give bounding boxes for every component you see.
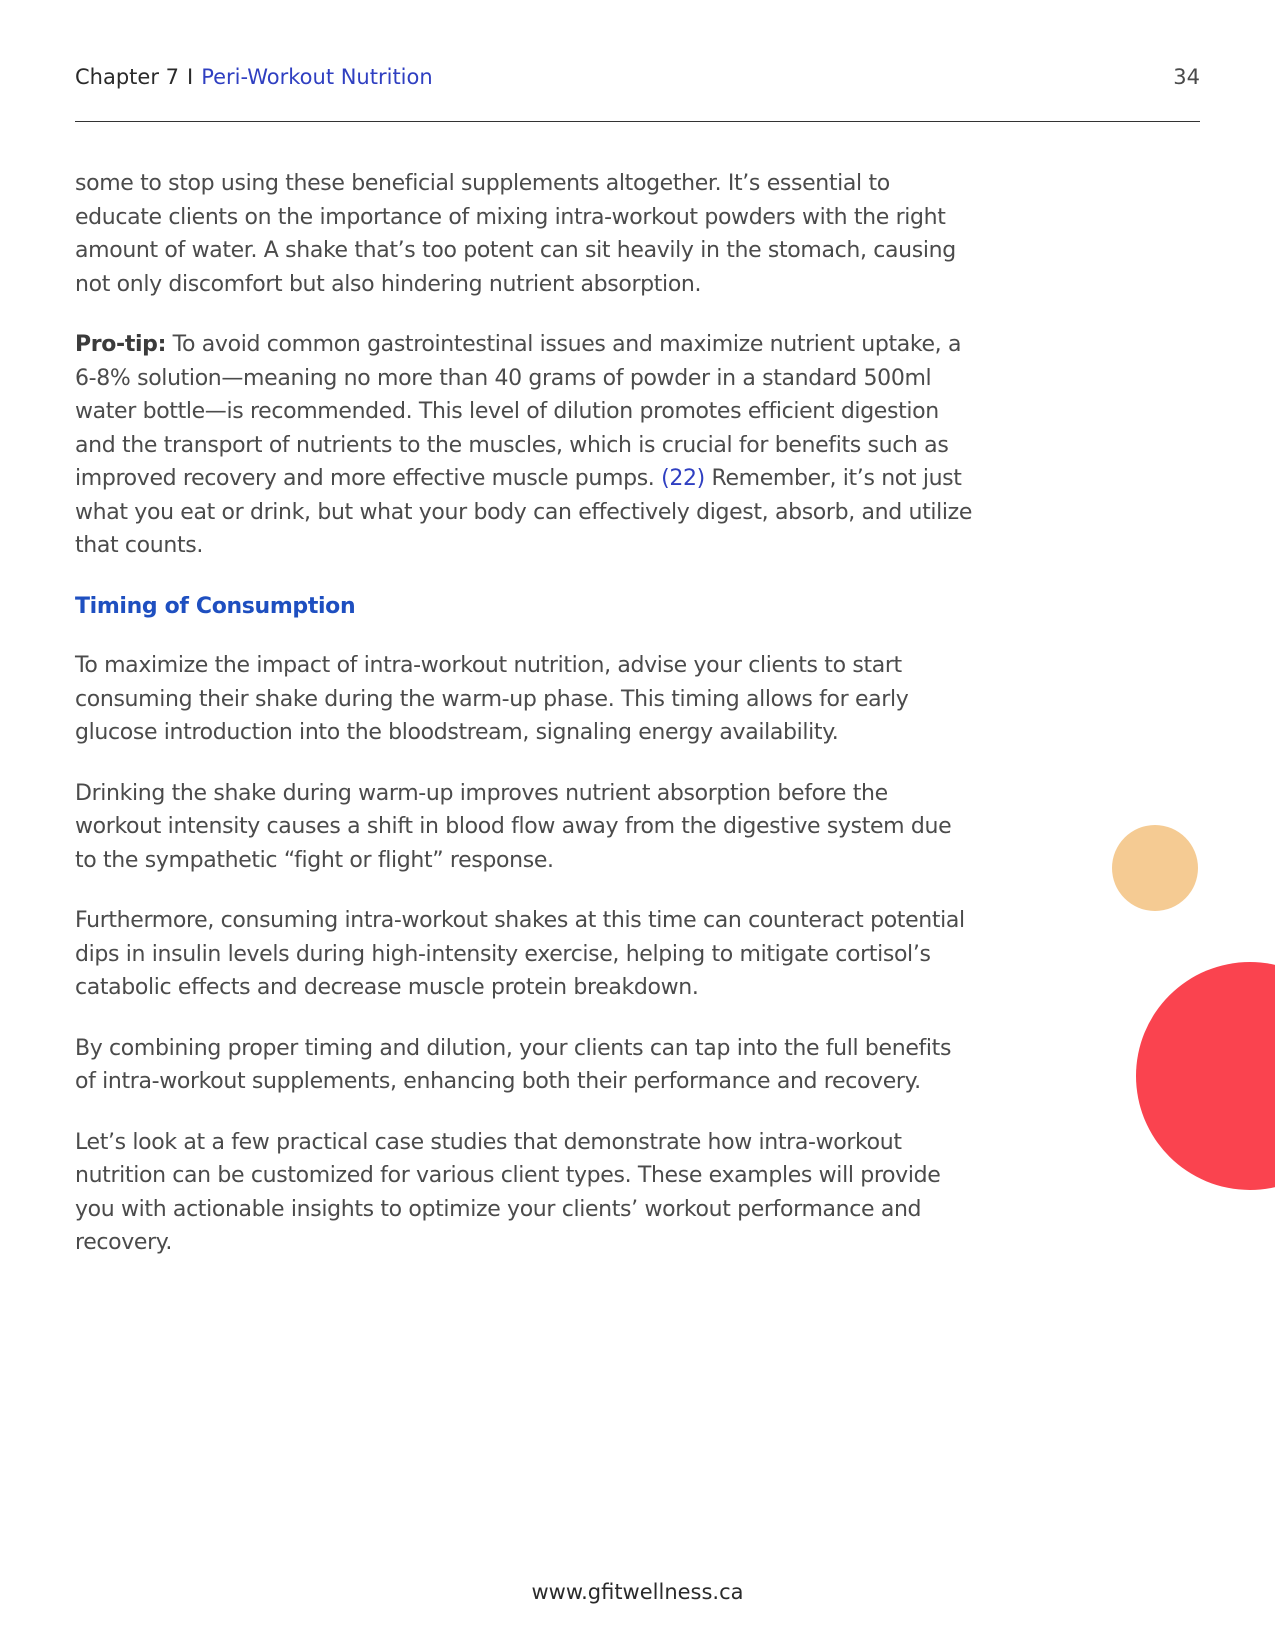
- header-separator: I: [187, 65, 194, 89]
- paragraph-insulin: Furthermore, consuming intra-workout shakes at this time can counteract potential dips in insulin levels during high-intensity exercise, helping to mitigate cortisol’s catabolic effects and decrease muscle protein breakdown.: [75, 908, 965, 1000]
- section-title: Peri-Workout Nutrition: [201, 65, 433, 89]
- protip-text-end: Remember, it’s not just what you eat or drink, but what your body can effectively digest, absorb, and utilize that counts.: [75, 466, 973, 558]
- decorative-orange-circle: [1112, 825, 1198, 911]
- paragraph-protip: [75, 328, 975, 563]
- paragraph-timing: To maximize the impact of intra-workout nutrition, advise your clients to start consuming their shake during the warm-up phase. This timing allows for early glucose introduction into the bloodstream, signaling energy availability.: [75, 653, 909, 745]
- footer-url: www.gfitwellness.ca: [531, 1580, 744, 1604]
- header-divider: [75, 121, 1200, 122]
- page-number: 34: [1173, 65, 1200, 89]
- paragraph-intro: some to stop using these beneficial supplements altogether. It’s essential to educate clients on the importance of mixing intra-workout powders with the right amount of water. A shake that’s too potent can sit heavily in the stomach, causing not only discomfort but also hindering nutrient absorption.: [75, 171, 956, 297]
- decorative-red-circle: [1136, 962, 1275, 1190]
- protip-text: To avoid common gastrointestinal issues and maximize nutrient uptake, a 6-8% solution—meaning no more than 40 grams of powder in a standard 500ml water bottle—is recommended. This level of dilution promotes efficient digestion and the transport of nutrients to the muscles, which is crucial for benefits such as improved recovery and more effective muscle pumps.: [75, 332, 962, 491]
- paragraph-warmup: Drinking the shake during warm-up improves nutrient absorption before the workout intensity causes a shift in blood flow away from the digestive system due to the sympathetic “fight or flight” response.: [75, 780, 952, 873]
- section-heading: Timing of Consumption: [75, 593, 356, 619]
- chapter-label: Chapter 7: [75, 65, 179, 89]
- page-header: [75, 62, 1200, 92]
- main-content: [75, 167, 975, 1287]
- protip-label: Pro-tip:: [75, 332, 167, 357]
- paragraph-case-studies: Let’s look at a few practical case studies that demonstrate how intra-workout nutrition can be customized for various client types. These examples will provide you with actionable insights to optimize your clients’ workout performance and recovery.: [75, 1129, 941, 1255]
- citation-link[interactable]: (22): [661, 466, 705, 491]
- paragraph-combining: By combining proper timing and dilution, your clients can tap into the full benefits of intra-workout supplements, enhancing both their performance and recovery.: [75, 1035, 952, 1094]
